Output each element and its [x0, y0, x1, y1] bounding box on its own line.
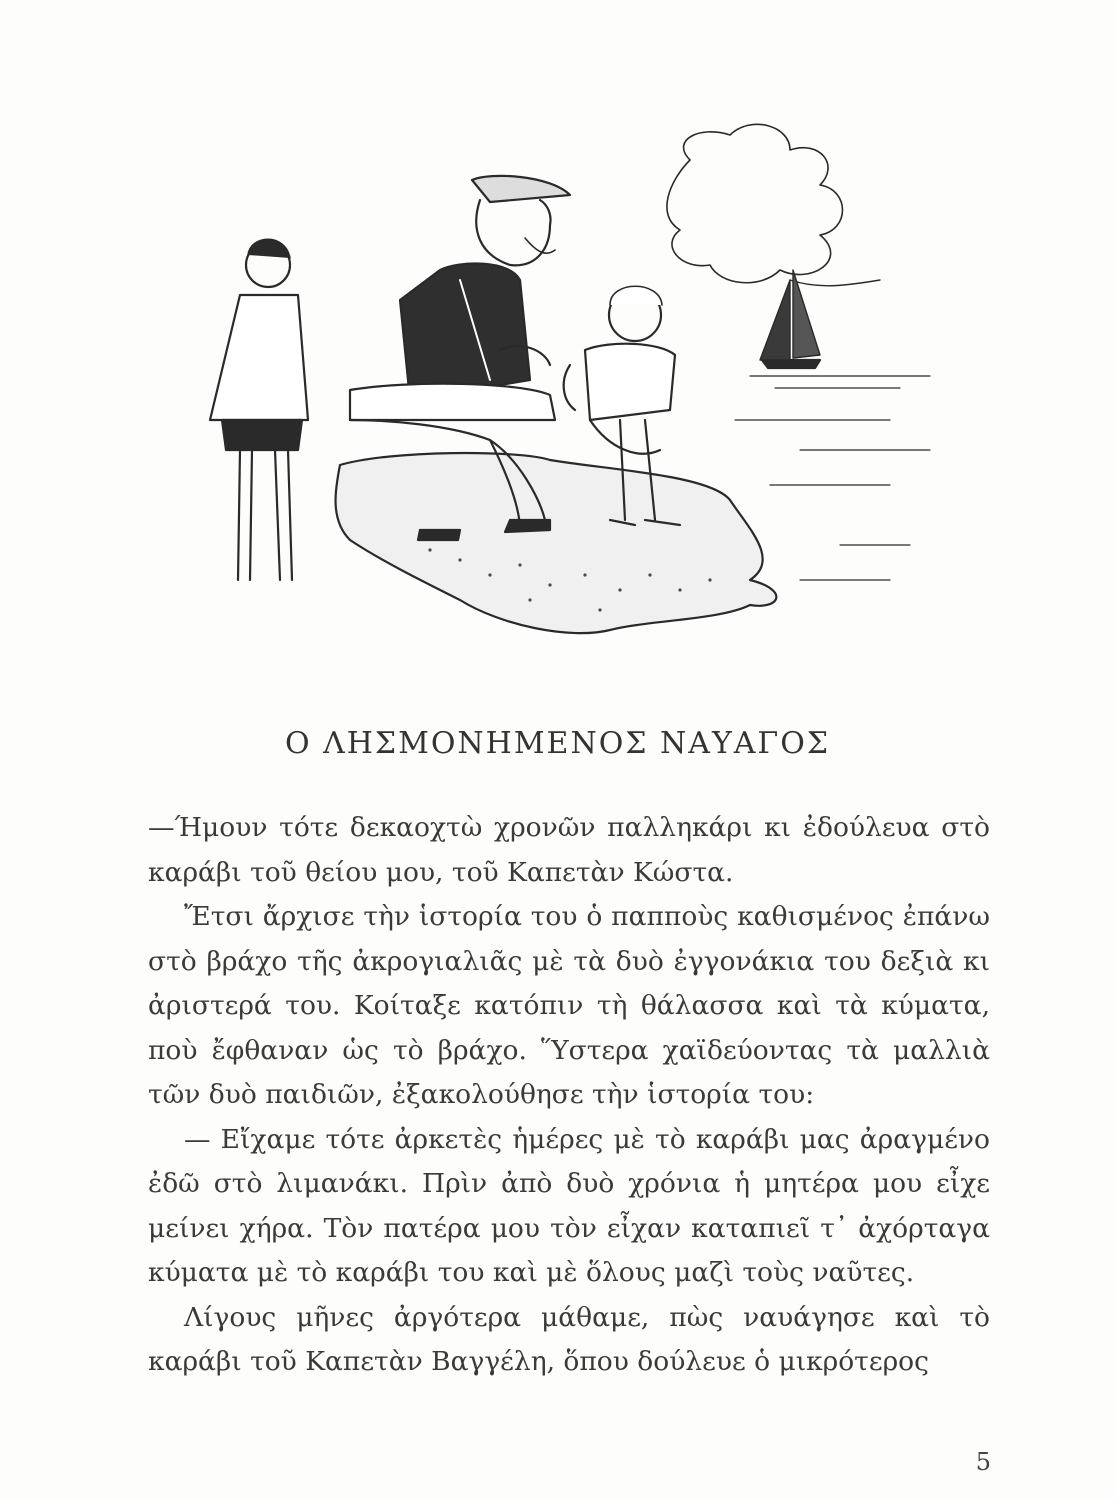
chapter-title: Ο ΛΗΣΜΟΝΗΜΕΝΟΣ ΝΑΥΑΓΟΣ — [284, 726, 831, 761]
paragraph: Ἔτσι ἄρχισε τὴν ἱστορία του ὁ παπποὺς καθισμένος ἐπάνω στὸ βράχο τῆς ἀκρογιαλιᾶς μὲ τὰ δυὸ ἐγγονάκια του δεξιὰ κι ἀριστερά του. Κοίταξε κατόπιν τὴ θάλασσα καὶ τὰ κύματα, ποὺ ἔφθαναν ὡς τὸ βράχο. Ὕστερα χαϊδεύοντας τὰ μαλλιὰ τῶν δυὸ παιδιῶν, ἐξακολούθησε τὴν ἱστορία του: — [148, 901, 990, 1110]
seaside-story-illustration-icon — [190, 120, 950, 650]
paragraph: — Εἴχαμε τότε ἀρκετὲς ἡμέρες μὲ τὸ καράβι μας ἀραγμένο ἐδῶ στὸ λιμανάκι. Πρὶν ἀπὸ δυὸ χρόνια ἡ μητέρα μου εἶχε μείνει χήρα. Τὸν πατέρα μου τὸν εἶχαν καταπιεῖ τ᾿ ἀχόρταγα κύματα μὲ τὸ καράβι του καὶ μὲ ὅλους μαζὶ τοὺς ναῦτες. — [148, 1123, 990, 1288]
body-text — [148, 806, 990, 1385]
page-number: 5 — [975, 1448, 991, 1476]
paragraph: Λίγους μῆνες ἀργότερα μάθαμε, πὼς ναυάγησε καὶ τὸ καράβι τοῦ Καπετὰν Βαγγέλη, ὅπου δούλευε ὁ μικρότερος — [148, 1301, 990, 1377]
paragraph: —Ήμουν τότε δεκαοχτὼ χρονῶν παλληκάρι κι ἐδούλευα στὸ καράβι τοῦ θείου μου, τοῦ Καπετὰν Κώστα. — [148, 812, 990, 888]
